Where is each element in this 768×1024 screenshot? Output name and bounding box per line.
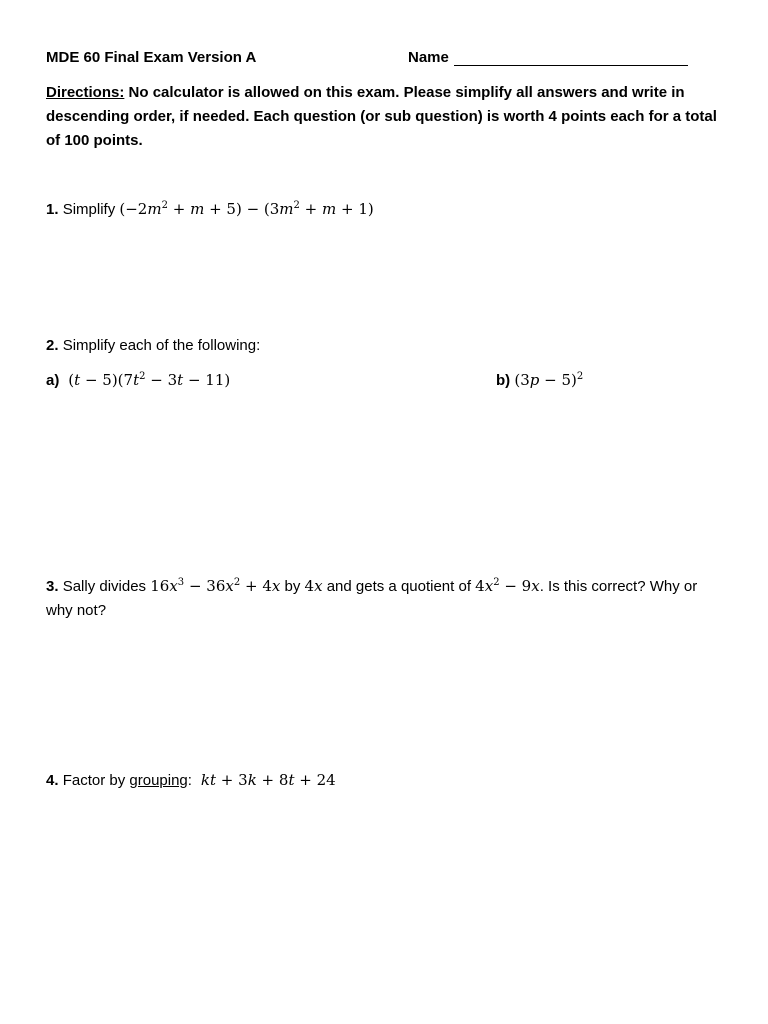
question-prompt-colon: :: [187, 772, 192, 789]
question-3: [46, 574, 726, 623]
question-number: 2.: [46, 337, 59, 354]
question-number: 1.: [46, 201, 59, 218]
question-prompt: Simplify each of the following:: [62, 337, 261, 354]
question-text: by: [284, 578, 301, 595]
question-number: 4.: [46, 772, 59, 789]
question-text: and gets a quotient of: [326, 578, 471, 595]
question-1: [46, 197, 374, 222]
question-2b: [496, 368, 583, 393]
subquestion-label: a): [46, 372, 60, 389]
subquestion-label: b): [496, 372, 511, 389]
directions: [46, 81, 726, 153]
math-expression: 4x: [304, 577, 323, 595]
question-prompt: Simplify: [62, 201, 116, 218]
question-2: [46, 334, 260, 358]
directions-label: Directions:: [46, 84, 125, 101]
math-expression: $4x^2 - 9x$: [475, 577, 540, 595]
exam-title: MDE 60 Final Exam Version A: [46, 49, 257, 66]
math-expression: $16x^3 - 36x^2 + 4x$: [150, 577, 281, 595]
exam-header: [46, 49, 726, 69]
math-expression: $(3p - 5)^2$: [514, 371, 584, 389]
math-expression: $(-2m^2 + m + 5) - (3m^2 + m + 1)$: [119, 200, 374, 218]
name-blank-line[interactable]: [454, 65, 688, 66]
question-prompt: Factor by: [62, 772, 126, 789]
question-number: 3.: [46, 578, 59, 595]
question-text: Sally divides: [62, 578, 147, 595]
underlined-word: grouping: [129, 772, 188, 789]
question-2a: [46, 368, 230, 393]
name-label: Name: [408, 49, 449, 66]
math-expression: $(t - 5)(7t^2 - 3t - 11)$: [63, 371, 231, 389]
question-4: [46, 768, 336, 793]
question-text: . Is this correct? Why or why not?: [46, 578, 698, 619]
math-expression: kt + 3k + 8t + 24: [200, 771, 336, 789]
directions-text: No calculator is allowed on this exam. Please simplify all answers and write in descending order, if needed. Each question (or sub question) is worth 4 points each for a total of 100 points.: [46, 84, 717, 149]
